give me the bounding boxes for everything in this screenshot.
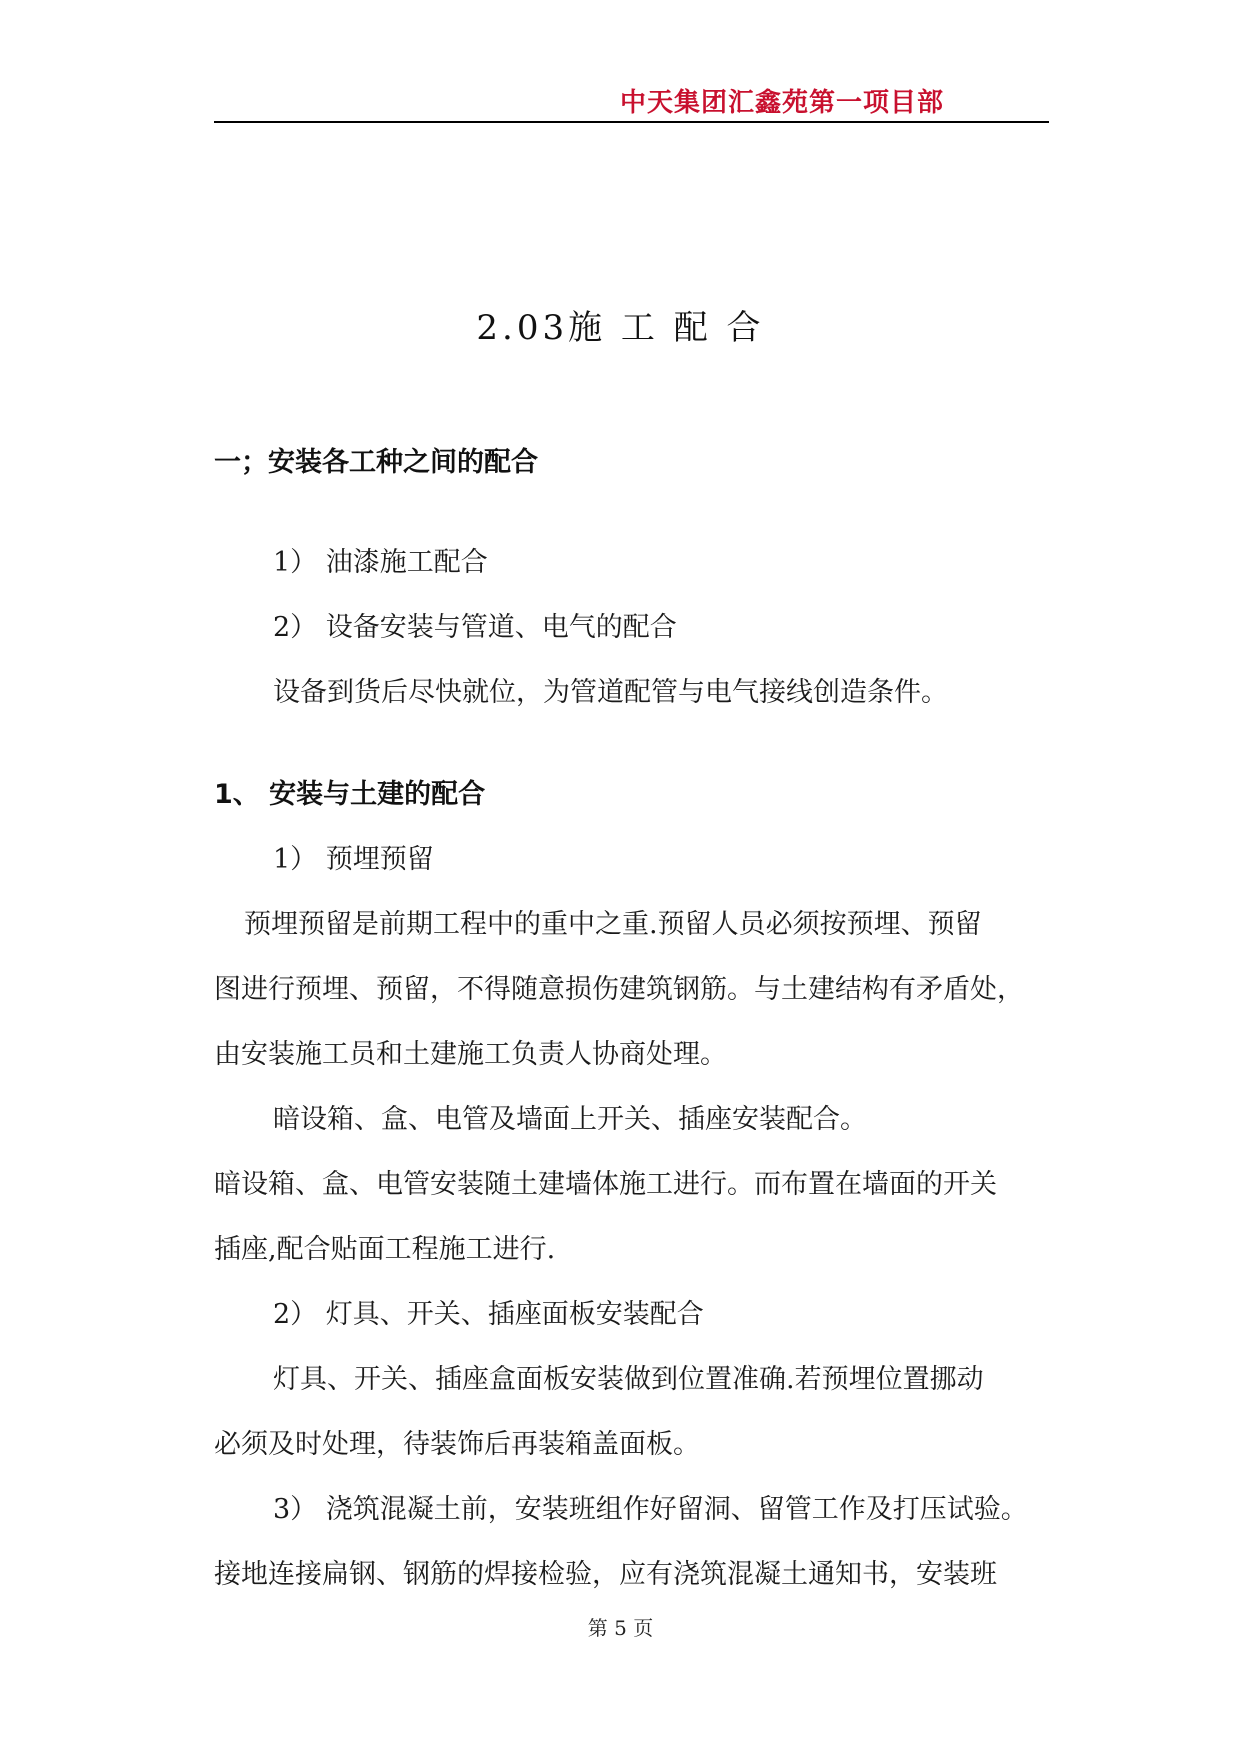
list-item-2-2: 2） 灯具、开关、插座面板安装配合 (273, 1299, 704, 1330)
paragraph-1-2: 设备到货后尽快就位，为管道配管与电气接线创造条件。 (273, 677, 948, 708)
list-item-2-3-line-2: 接地连接扁钢、钢筋的焊接检验，应有浇筑混凝土通知书，安装班 (214, 1559, 997, 1590)
section-heading-1: 一；安装各工种之间的配合 (214, 447, 538, 478)
paragraph-2-4-line-1: 灯具、开关、插座盒面板安装做到位置准确.若预埋位置挪动 (273, 1364, 984, 1395)
list-item-1-2: 2） 设备安装与管道、电气的配合 (273, 612, 677, 643)
document-title: 2.03施 工 配 合 (476, 308, 765, 348)
paragraph-2-4-line-2: 必须及时处理，待装饰后再装箱盖面板。 (214, 1429, 700, 1460)
section-heading-2: 1、 安装与土建的配合 (214, 779, 486, 810)
list-item-2-3-line-1: 3） 浇筑混凝土前，安装班组作好留洞、留管工作及打压试验。 (273, 1494, 1028, 1525)
paragraph-2-3-line-1: 暗设箱、盒、电管安装随土建墙体施工进行。而布置在墙面的开关 (214, 1169, 997, 1200)
header-org-name: 中天集团汇鑫苑第一项目部 (620, 88, 945, 118)
list-item-1-1: 1） 油漆施工配合 (273, 547, 488, 578)
list-item-2-1: 1） 预埋预留 (273, 844, 434, 875)
paragraph-2-3-line-2: 插座,配合贴面工程施工进行. (214, 1234, 556, 1265)
paragraph-2-2: 暗设箱、盒、电管及墙面上开关、插座安装配合。 (273, 1104, 867, 1135)
page-number: 第 5 页 (587, 1616, 654, 1640)
paragraph-2-1-line-1: 预埋预留是前期工程中的重中之重.预留人员必须按预埋、预留 (244, 909, 982, 940)
paragraph-2-1-line-3: 由安装施工员和土建施工负责人协商处理。 (214, 1039, 727, 1070)
paragraph-2-1-line-2: 图进行预埋、预留，不得随意损伤建筑钢筋。与土建结构有矛盾处， (214, 974, 1024, 1005)
header-divider (214, 121, 1049, 123)
